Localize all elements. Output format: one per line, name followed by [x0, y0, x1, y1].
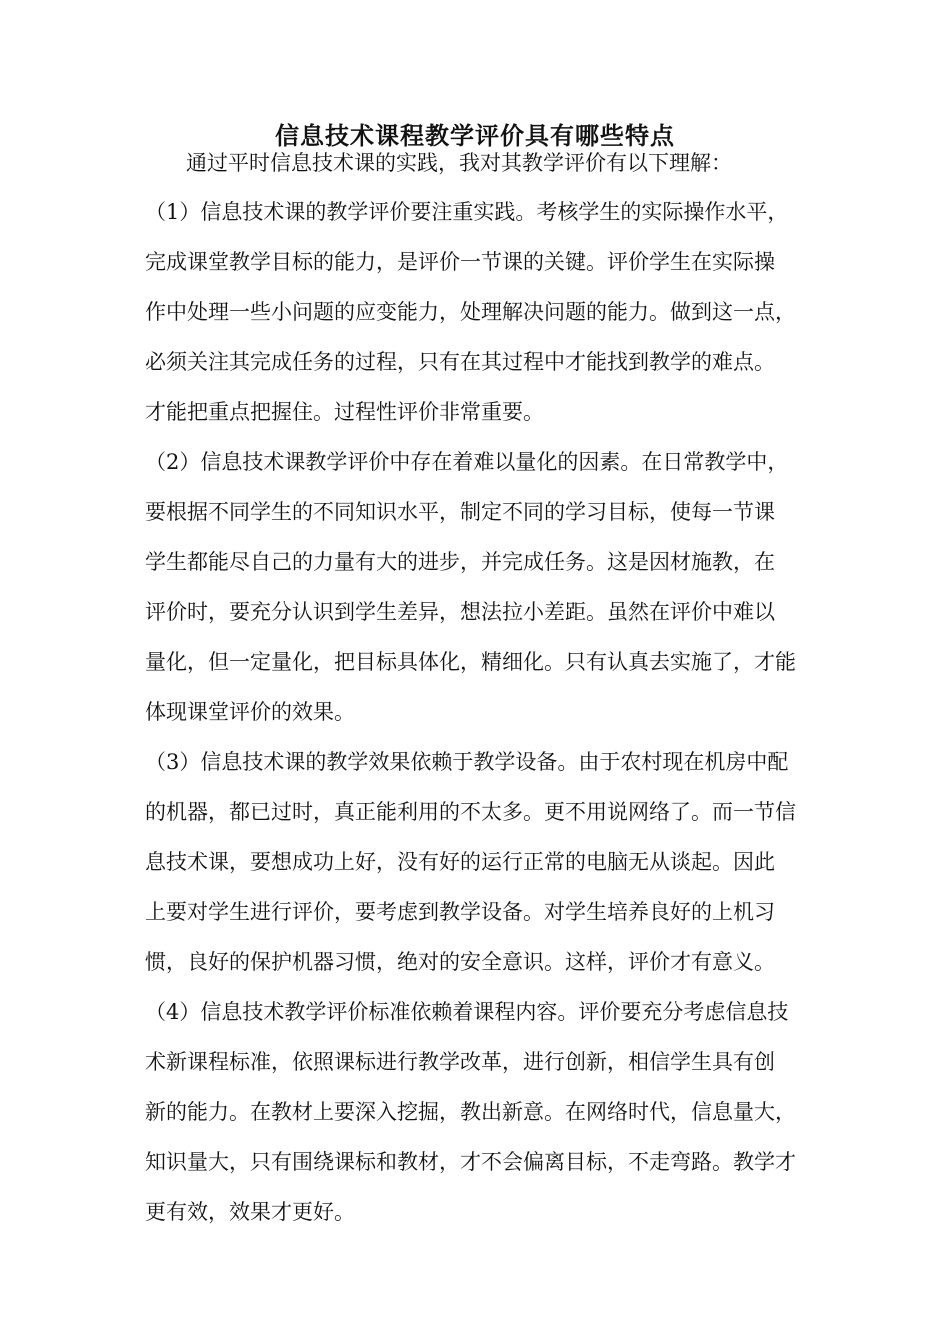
text-line: 评价时，要充分认识到学生差异，想法拉小差距。虽然在评价中难以: [145, 600, 775, 624]
text-line: 才能把重点把握住。过程性评价非常重要。: [145, 400, 544, 424]
document-title: 信息技术课程教学评价具有哪些特点: [275, 121, 675, 150]
text-line: 必须关注其完成任务的过程，只有在其过程中才能找到教学的难点。: [145, 350, 775, 374]
text-line: 学生都能尽自己的力量有大的进步，并完成任务。这是因材施教，在: [145, 550, 775, 574]
text-line: 息技术课，要想成功上好，没有好的运行正常的电脑无从谈起。因此: [145, 850, 775, 874]
text-line: 新的能力。在教材上要深入挖掘，教出新意。在网络时代，信息量大，: [145, 1100, 796, 1124]
intro-paragraph: 通过平时信息技术课的实践，我对其教学评价有以下理解：: [186, 151, 732, 175]
text-line: 要根据不同学生的不同知识水平，制定不同的学习目标，使每一节课: [145, 500, 775, 524]
text-line: （4）信息技术教学评价标准依赖着课程内容。评价要充分考虑信息技: [145, 1000, 789, 1024]
text-line: （3）信息技术课的教学效果依赖于教学设备。由于农村现在机房中配: [145, 750, 789, 774]
text-line: 上要对学生进行评价，要考虑到教学设备。对学生培养良好的上机习: [145, 900, 775, 924]
text-line: （1）信息技术课的教学评价要注重实践。考核学生的实际操作水平，: [145, 200, 789, 224]
text-line: 的机器，都已过时，真正能利用的不太多。更不用说网络了。而一节信: [145, 800, 796, 824]
text-line: 惯，良好的保护机器习惯，绝对的安全意识。这样，评价才有意义。: [145, 950, 775, 974]
text-line: 知识量大，只有围绕课标和教材，才不会偏离目标，不走弯路。教学才: [145, 1150, 796, 1174]
text-line: 更有效，效果才更好。: [145, 1200, 355, 1224]
text-line: 术新课程标准，依照课标进行教学改革，进行创新，相信学生具有创: [145, 1050, 775, 1074]
body-text: [145, 192, 825, 1242]
text-line: 体现课堂评价的效果。: [145, 700, 355, 724]
text-line: 作中处理一些小问题的应变能力，处理解决问题的能力。做到这一点，: [145, 300, 796, 324]
text-line: （2）信息技术课教学评价中存在着难以量化的因素。在日常教学中，: [145, 450, 789, 474]
text-line: 完成课堂教学目标的能力，是评价一节课的关键。评价学生在实际操: [145, 250, 775, 274]
text-line: 量化，但一定量化，把目标具体化，精细化。只有认真去实施了，才能: [145, 650, 796, 674]
